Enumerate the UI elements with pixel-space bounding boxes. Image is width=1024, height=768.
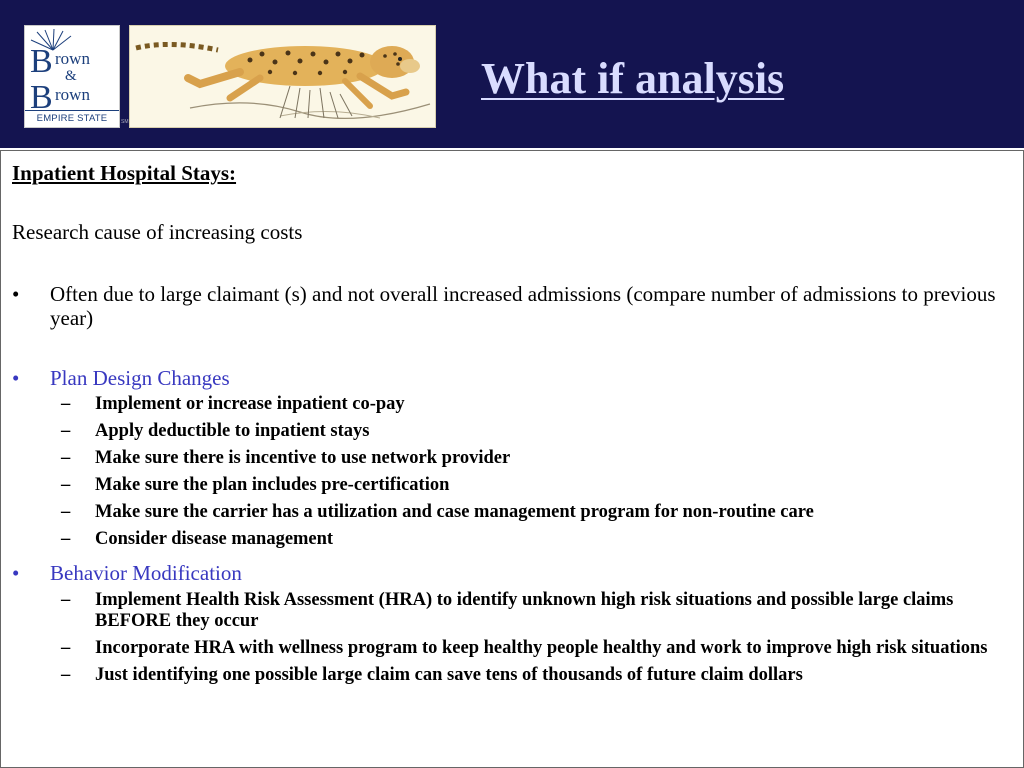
bullet-large-claimant xyxy=(12,282,1012,330)
logo-ampersand: & xyxy=(65,68,77,84)
bullet-marker: • xyxy=(12,282,20,306)
section-heading: Inpatient Hospital Stays: xyxy=(12,161,237,185)
bullet-text: Often due to large claimant (s) and not overall increased admissions (compare number of admissions to previous year) xyxy=(50,282,996,330)
dash-marker: – xyxy=(61,502,71,522)
plan-item xyxy=(12,448,1017,469)
behavior-item xyxy=(12,638,1017,659)
dash-marker: – xyxy=(61,665,71,685)
plan-item xyxy=(12,502,1017,523)
behavior-label: Behavior Modification xyxy=(50,561,242,585)
behavior-item-text: Implement Health Risk Assessment (HRA) to identify unknown high risk situations and possible large claims BEFORE they occur xyxy=(95,590,954,631)
cheetah-illustration-icon xyxy=(130,26,435,127)
plan-item-text: Implement or increase inpatient co-pay xyxy=(95,394,405,414)
behavior-group xyxy=(12,561,1017,686)
plan-item-text: Consider disease management xyxy=(95,529,334,549)
svg-text:B: B xyxy=(30,43,53,80)
dash-marker: – xyxy=(61,448,71,468)
logo-word-2: rown xyxy=(55,85,90,104)
plan-item-text: Make sure the carrier has a utilization and case management program for non-routine care xyxy=(95,502,814,522)
slide-header xyxy=(0,0,1024,148)
plan-item xyxy=(12,421,1017,442)
logo-empire-state: EMPIRE STATE xyxy=(25,110,119,127)
behavior-item xyxy=(12,665,1017,686)
svg-text:B: B xyxy=(30,79,53,110)
dash-marker: – xyxy=(61,394,71,414)
plan-item-text: Make sure the plan includes pre-certification xyxy=(95,475,450,495)
plan-item-text: Apply deductible to inpatient stays xyxy=(95,421,370,441)
behavior-item-text: Incorporate HRA with wellness program to keep healthy people healthy and work to improve high risk situations xyxy=(95,638,988,658)
dash-marker: – xyxy=(61,475,71,495)
service-mark: SM xyxy=(121,119,129,125)
bullet-marker: • xyxy=(12,366,20,390)
behavior-item xyxy=(12,590,1017,632)
brown-and-brown-logo xyxy=(24,25,120,128)
slide-title: What if analysis xyxy=(481,54,785,103)
dash-marker: – xyxy=(61,590,71,610)
dash-marker: – xyxy=(61,421,71,441)
behavior-bullet xyxy=(12,561,1017,586)
logo-word-1: rown xyxy=(55,49,90,68)
plan-design-group xyxy=(12,366,1017,550)
dash-marker: – xyxy=(61,638,71,658)
intro-text: Research cause of increasing costs xyxy=(12,220,303,244)
behavior-item-text: Just identifying one possible large claim can save tens of thousands of future claim dollars xyxy=(95,665,803,685)
bullet-marker: • xyxy=(12,561,20,585)
plan-design-bullet xyxy=(12,366,1017,391)
plan-item-text: Make sure there is incentive to use network provider xyxy=(95,448,511,468)
cheetah-image xyxy=(129,25,436,128)
plan-item xyxy=(12,529,1017,550)
slide-content xyxy=(0,150,1024,768)
dash-marker: – xyxy=(61,529,71,549)
plan-design-label: Plan Design Changes xyxy=(50,366,230,390)
plan-item xyxy=(12,475,1017,496)
plan-item xyxy=(12,394,1017,415)
